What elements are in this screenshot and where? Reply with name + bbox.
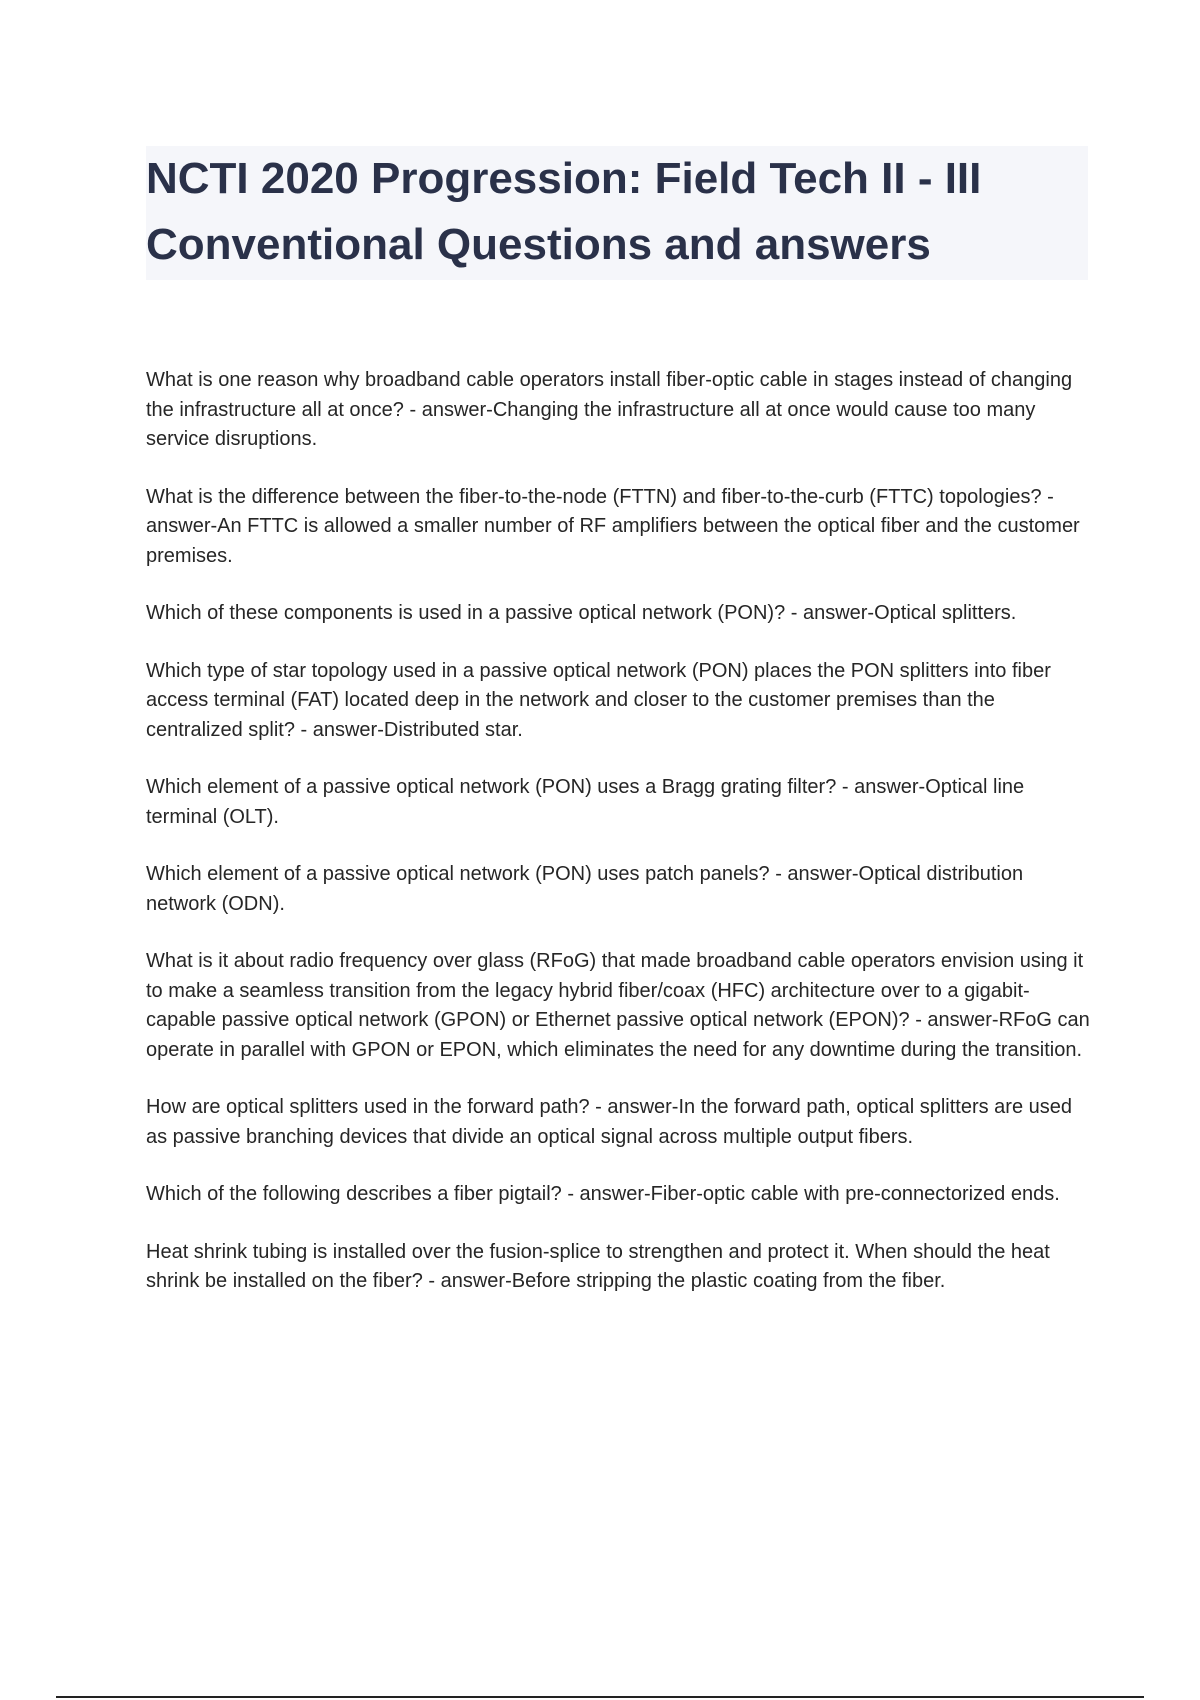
qa-item: What is one reason why broadband cable operators install fiber-optic cable in stages instead of changing the infrastructure all at once? - answer-Changing the infrastructure all at once would cause too many service disruptions.	[146, 369, 1073, 450]
qa-item: Heat shrink tubing is installed over the fusion-splice to strengthen and protect it. When should the heat shrink be installed on the fiber? - answer-Before stripping the plastic coating from the fiber.	[146, 1240, 1050, 1292]
qa-item: What is the difference between the fiber-to-the-node (FTTN) and fiber-to-the-curb (FTTC) topologies? - answer-An FTTC is allowed a smaller number of RF amplifiers between the optical fiber and the customer premises.	[146, 485, 1080, 567]
footer-divider	[56, 1696, 1144, 1698]
qa-item: Which of these components is used in a passive optical network (PON)? - answer-Optical splitters.	[146, 602, 1017, 624]
document-title: NCTI 2020 Progression: Field Tech II - III Conventional Questions and answers	[146, 154, 982, 269]
qa-list	[146, 366, 1094, 1325]
title-banner	[146, 146, 1088, 280]
qa-item: Which type of star topology used in a passive optical network (PON) places the PON splitters into fiber access terminal (FAT) located deep in the network and closer to the customer premises than the centralized split? - answer-Distributed star.	[146, 659, 1051, 741]
qa-item: What is it about radio frequency over glass (RFoG) that made broadband cable operators envision using it to make a seamless transition from the legacy hybrid fiber/coax (HFC) architecture over to a gigabit-capable passive optical network (GPON) or Ethernet passive optical network (EPON)? - answer-RFoG can operate in parallel with GPON or EPON, which eliminates the need for any downtime during the transition.	[146, 950, 1090, 1061]
qa-item: Which element of a passive optical network (PON) uses a Bragg grating filter? - answer-Optical line terminal (OLT).	[146, 776, 1025, 828]
qa-item: Which element of a passive optical network (PON) uses patch panels? - answer-Optical distribution network (ODN).	[146, 863, 1024, 915]
qa-item: Which of the following describes a fiber pigtail? - answer-Fiber-optic cable with pre-connectorized ends.	[146, 1183, 1060, 1205]
qa-item: How are optical splitters used in the forward path? - answer-In the forward path, optical splitters are used as passive branching devices that divide an optical signal across multiple output fibers.	[146, 1096, 1073, 1148]
